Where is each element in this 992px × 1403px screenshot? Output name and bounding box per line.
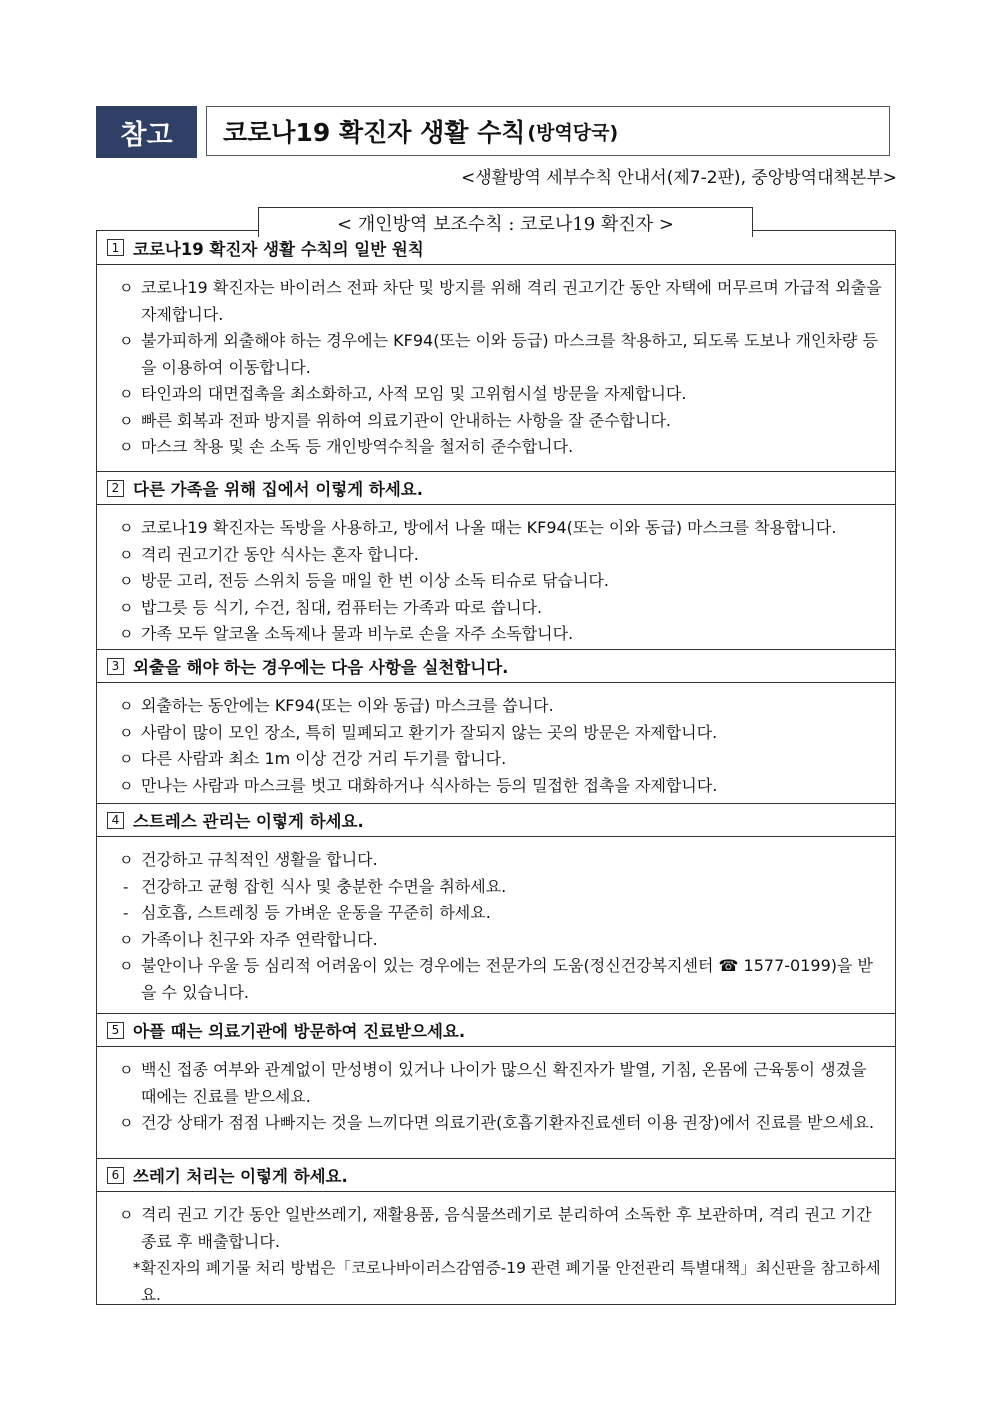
bullet-mark: ㅇ (119, 598, 134, 617)
document-header (96, 106, 892, 158)
list-item (115, 927, 885, 954)
list-item (115, 874, 885, 901)
title-box (206, 106, 890, 156)
source-citation: <생활방역 세부수칙 안내서(제7-2판), 중앙방역대책본부> (461, 168, 897, 188)
section-title: 스트레스 관리는 이렇게 하세요. (133, 812, 364, 831)
item-text: 코로나19 확진자는 독방을 사용하고, 방에서 나올 때는 KF94(또는 이와 동급) 마스크를 착용합니다. (141, 518, 837, 537)
bullet-mark: ㅇ (119, 438, 134, 456)
list-item (115, 328, 885, 381)
section-number: 5 (107, 1022, 124, 1039)
section-title: 아플 때는 의료기관에 방문하여 진료받으세요. (133, 1022, 466, 1041)
bullet-mark: ㅇ (119, 1061, 134, 1079)
section-number: 2 (107, 480, 124, 497)
item-text: 빠른 회복과 전파 방지를 위하여 의료기관이 안내하는 사항을 잘 준수합니다. (141, 410, 671, 430)
list-item (115, 693, 885, 720)
bullet-mark: ㅇ (119, 545, 134, 564)
list-item (115, 953, 885, 1006)
item-text: 코로나19 확진자는 바이러스 전파 차단 및 방지를 위해 격리 권고기간 동안 자택에 머무르며 가급적 외출을 자제합니다. (141, 278, 882, 324)
item-text: 밥그릇 등 식기, 수건, 침대, 컴퓨터는 가족과 따로 씁니다. (141, 597, 543, 617)
bullet-mark: ㅇ (119, 332, 134, 350)
bullet-mark: ㅇ (119, 385, 134, 403)
page-title: 코로나19 확진자 생활 수칙 (223, 118, 526, 147)
section-header-6 (97, 1158, 895, 1192)
section-header-2 (97, 471, 895, 505)
section-number: 3 (107, 658, 124, 675)
bullet-mark: ㅇ (119, 1114, 134, 1132)
bullet-mark: ㅇ (119, 957, 134, 975)
item-text: 불가피하게 외출해야 하는 경우에는 KF94(또는 이와 등급) 마스크를 착용하고, 되도록 도보나 개인차량 등을 이용하여 이동합니다. (141, 331, 878, 377)
list-item (115, 847, 885, 874)
bullet-mark: ㅇ (119, 625, 134, 643)
page-title-source: (방역당국) (527, 121, 619, 144)
section-title: 쓰레기 처리는 이렇게 하세요. (133, 1167, 348, 1186)
section-number: 4 (107, 812, 124, 829)
section-body-6 (97, 1192, 895, 1308)
list-item (115, 1110, 885, 1137)
bullet-mark: - (123, 877, 129, 896)
item-text: 건강하고 균형 잡힌 식사 및 충분한 수면을 취하세요. (141, 876, 507, 896)
rules-panel (96, 230, 896, 1305)
bullet-mark: ㅇ (119, 279, 134, 297)
bullet-mark: ㅇ (119, 1206, 134, 1224)
bullet-mark: ㅇ (119, 697, 134, 715)
item-text: 가족 모두 알코올 소독제나 물과 비누로 손을 자주 소독합니다. (141, 624, 574, 643)
item-text: 격리 권고기간 동안 식사는 혼자 합니다. (141, 544, 419, 564)
section-header-4 (97, 803, 895, 837)
panel-subtitle: < 개인방역 보조수칙 : 코로나19 확진자 > (258, 207, 753, 237)
item-text: 불안이나 우울 등 심리적 어려움이 있는 경우에는 전문가의 도움(정신건강복지센터 ☎ 1577-0199)을 받을 수 있습니다. (141, 956, 873, 1002)
list-item (115, 746, 885, 773)
item-text: 심호흡, 스트레칭 등 가벼운 운동을 꾸준히 하세요. (141, 903, 491, 922)
section-title: 코로나19 확진자 생활 수칙의 일반 원칙 (133, 239, 424, 259)
list-item (115, 568, 885, 595)
section-body-1 (97, 265, 895, 461)
item-text: 마스크 착용 및 손 소독 등 개인방역수칙을 철저히 준수합니다. (141, 437, 574, 456)
section-title: 외출을 해야 하는 경우에는 다음 사항을 실천합니다. (133, 658, 509, 677)
list-item (115, 515, 885, 542)
section-title: 다른 가족을 위해 집에서 이렇게 하세요. (133, 480, 424, 499)
bullet-mark: ㅇ (119, 411, 134, 430)
section-header-3 (97, 649, 895, 683)
section-header-5 (97, 1013, 895, 1047)
bullet-mark: ㅇ (119, 930, 134, 949)
item-text: 백신 접종 여부와 관계없이 만성병이 있거나 나이가 많으신 확진자가 발열, 기침, 온몸에 근육통이 생겼을 때에는 진료를 받으세요. (141, 1060, 867, 1106)
bullet-mark: ㅇ (119, 723, 134, 742)
list-item (115, 900, 885, 927)
list-item (115, 275, 885, 328)
list-item (115, 381, 885, 408)
item-text: 가족이나 친구와 자주 연락합니다. (141, 929, 378, 949)
bullet-mark: ㅇ (119, 851, 134, 869)
list-item (115, 1057, 885, 1110)
bullet-mark: ㅇ (119, 572, 134, 590)
section-number: 6 (107, 1167, 124, 1184)
section-body-4 (97, 837, 895, 1006)
list-item (115, 408, 885, 435)
list-item (115, 595, 885, 622)
item-text: 사람이 많이 모인 장소, 특히 밀폐되고 환기가 잘되지 않는 곳의 방문은 자제합니다. (141, 722, 718, 742)
section-body-2 (97, 505, 895, 648)
item-text: 타인과의 대면접촉을 최소화하고, 사적 모임 및 고위험시설 방문을 자제합니다. (141, 384, 687, 403)
section-body-5 (97, 1047, 895, 1137)
item-text: 외출하는 동안에는 KF94(또는 이와 동급) 마스크를 씁니다. (141, 696, 554, 715)
list-item (115, 621, 885, 648)
item-text: 건강하고 규칙적인 생활을 합니다. (141, 850, 378, 869)
list-item (115, 720, 885, 747)
list-item (115, 1255, 885, 1308)
list-item (115, 542, 885, 569)
bullet-mark: ㅇ (119, 776, 134, 795)
list-item (115, 434, 885, 461)
section-body-3 (97, 683, 895, 799)
item-text: 방문 고리, 전등 스위치 등을 매일 한 번 이상 소독 티슈로 닦습니다. (141, 571, 609, 590)
section-number: 1 (107, 239, 124, 256)
item-text: 만나는 사람과 마스크를 벗고 대화하거나 식사하는 등의 밀접한 접촉을 자제합니다. (141, 775, 718, 795)
item-text: 확진자의 폐기물 처리 방법은「코로나바이러스감염증-19 관련 폐기물 안전관리 특별대책」최신판을 참고하세요. (141, 1259, 881, 1304)
bullet-mark: - (123, 904, 129, 922)
item-text: 건강 상태가 점점 나빠지는 것을 느끼다면 의료기관(호흡기환자진료센터 이용 권장)에서 진료를 받으세요. (141, 1113, 875, 1132)
list-item (115, 1202, 885, 1255)
item-text: 다른 사람과 최소 1m 이상 건강 거리 두기를 합니다. (141, 749, 507, 768)
bullet-mark: ㅇ (119, 750, 134, 768)
bullet-mark: * (133, 1259, 141, 1277)
list-item (115, 773, 885, 800)
bullet-mark: ㅇ (119, 519, 134, 537)
reference-badge: 참고 (96, 106, 197, 158)
item-text: 격리 권고 기간 동안 일반쓰레기, 재활용품, 음식물쓰레기로 분리하여 소독한 후 보관하며, 격리 권고 기간 종료 후 배출합니다. (141, 1205, 872, 1251)
